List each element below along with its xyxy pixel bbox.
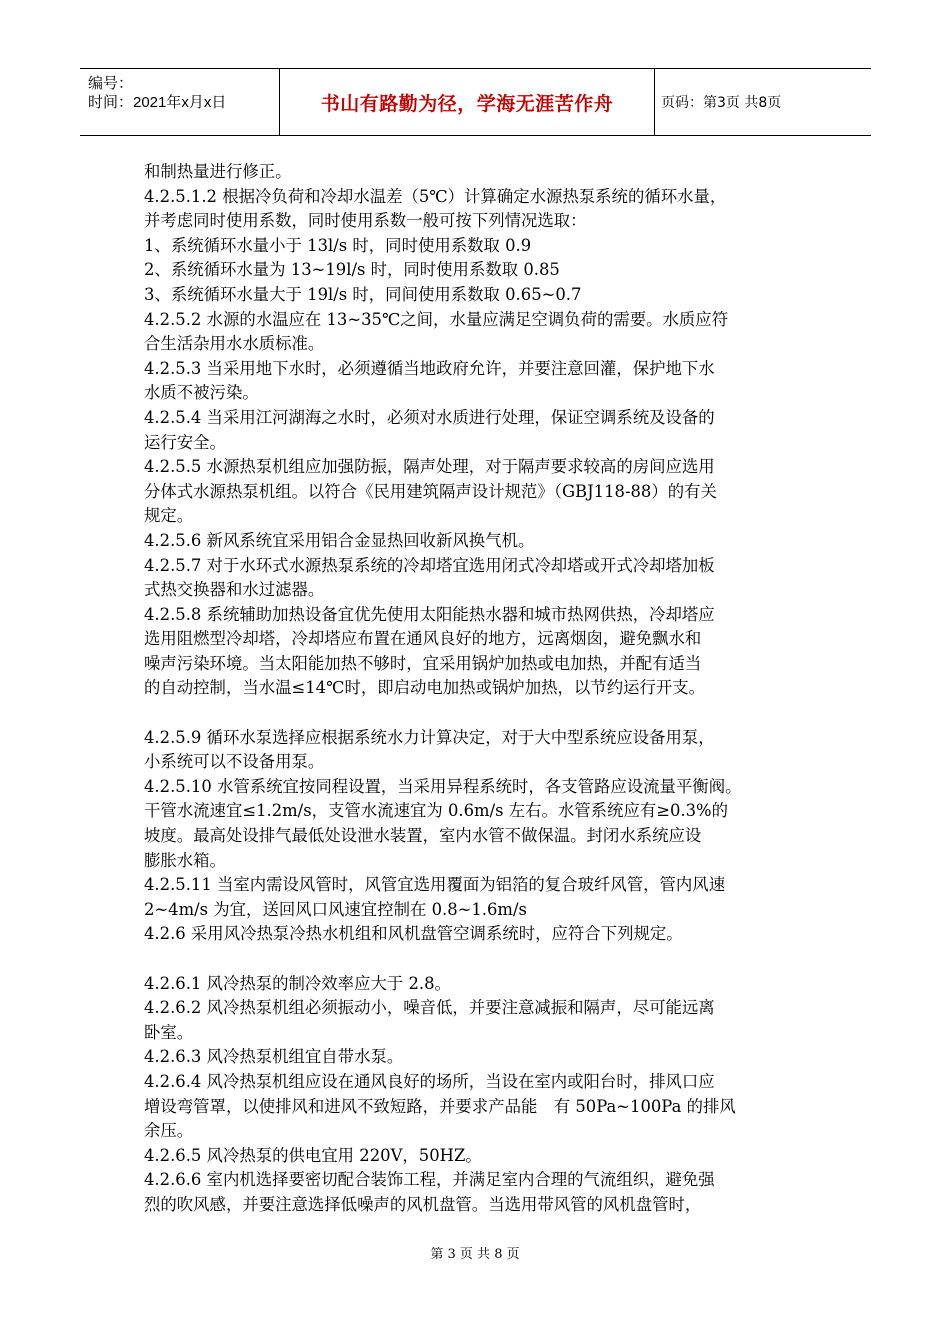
text-line: 4.2.6.1 风冷热泵的制冷效率应大于 2.8。 xyxy=(144,973,451,993)
text-line: 小系统可以不设备用泵。 xyxy=(144,752,325,772)
text-line: 4.2.5.11 当室内需设风管时，风管宜选用覆面为铝箔的复合玻纤风管，管内风速 xyxy=(144,875,726,895)
blank-line xyxy=(144,701,808,726)
text-line: 水质不被污染。 xyxy=(144,383,259,403)
text-line: 并考虑同时使用系数，同时使用系数一般可按下列情况选取： xyxy=(144,211,587,231)
text-line: 卧室。 xyxy=(144,1022,194,1042)
text-line: 4.2.5.9 循环水泵选择应根据系统水力计算决定，对于大中型系统应设备用泵， xyxy=(144,727,715,747)
text-line: 式热交换器和水过滤器。 xyxy=(144,580,325,600)
text-line: 膨胀水箱。 xyxy=(144,850,226,870)
text-line: 余压。 xyxy=(144,1121,194,1141)
document-date-label: 时间：2021年x月x日 xyxy=(88,94,227,111)
text-line: 4.2.5.3 当采用地下水时，必须遵循当地政府允许，并要注意回灌，保护地下水 xyxy=(144,358,715,378)
text-line: 干管水流速宜≤1.2m/s，支管水流速宜为 0.6m/s 左右。水管系统应有≥0.3%的 xyxy=(144,801,728,821)
text-line: 运行安全。 xyxy=(144,432,226,452)
text-line: 4.2.6.2 风冷热泵机组必须振动小，噪音低，并要注意减振和隔声，尽可能远离 xyxy=(144,998,715,1018)
text-line: 4.2.5.5 水源热泵机组应加强防振，隔声处理，对于隔声要求较高的房间应选用 xyxy=(144,457,715,477)
text-line: 规定。 xyxy=(144,506,194,526)
text-line: 4.2.6 采用风冷热泵冷热水机组和风机盘管空调系统时，应符合下列规定。 xyxy=(144,924,683,944)
text-line: 噪声污染环境。当太阳能加热不够时，宜采用锅炉加热或电加热，并配有适当 xyxy=(144,653,702,673)
text-line: 4.2.6.6 室内机选择要密切配合装饰工程，并满足室内合理的气流组织，避免强 xyxy=(144,1170,715,1190)
document-number-label: 编号： xyxy=(88,75,134,92)
text-line: 合生活杂用水水质标准。 xyxy=(144,334,325,354)
header-meta-cell xyxy=(80,69,280,135)
text-line: 增设弯管罩，以使排风和进风不致短路，并要求产品能 有 50Pa~100Pa 的排风 xyxy=(144,1096,736,1116)
page-header xyxy=(80,68,871,136)
page-footer: 第 3 页 共 8 页 xyxy=(430,1247,520,1262)
text-line: 1、系统循环水量小于 13l/s 时，同时使用系数取 0.9 xyxy=(144,235,532,255)
text-line: 的自动控制，当水温≤14℃时，即启动电加热或锅炉加热，以节约运行开支。 xyxy=(144,678,706,698)
text-line: 4.2.5.1.2 根据冷负荷和冷却水温差（5℃）计算确定水源热泵系统的循环水量， xyxy=(144,186,727,206)
text-line: 分体式水源热泵机组。以符合《民用建筑隔声设计规范》（GBJ118-88）的有关 xyxy=(144,481,717,501)
text-line: 4.2.6.3 风冷热泵机组宜自带水泵。 xyxy=(144,1047,404,1067)
text-line: 2~4m/s 为宜，送回风口风速宜控制在 0.8~1.6m/s xyxy=(144,899,527,919)
text-line: 4.2.5.2 水源的水温应在 13~35℃之间，水量应满足空调负荷的需要。水质应符 xyxy=(144,309,729,329)
text-line: 4.2.5.4 当采用江河湖海之水时，必须对水质进行处理，保证空调系统及设备的 xyxy=(144,407,715,427)
text-line: 3、系统循环水量大于 19l/s 时，同间使用系数取 0.65~0.7 xyxy=(144,284,582,304)
blank-line xyxy=(144,947,808,972)
text-line: 和制热量进行修正。 xyxy=(144,162,292,181)
header-motto-cell xyxy=(280,69,655,135)
header-page-number: 页码：第3页 共8页 xyxy=(661,95,782,111)
text-line: 4.2.5.7 对于水环式水源热泵系统的冷却塔宜选用闭式冷却塔或开式冷却塔加板 xyxy=(144,555,715,575)
text-line: 2、系统循环水量为 13~19l/s 时，同时使用系数取 0.85 xyxy=(144,260,560,280)
document-body xyxy=(144,160,808,1218)
text-line: 4.2.5.8 系统辅助加热设备宜优先使用太阳能热水器和城市热网供热，冷却塔应 xyxy=(144,604,715,624)
text-line: 烈的吹风感，并要注意选择低噪声的风机盘管。当选用带风管的风机盘管时， xyxy=(144,1194,702,1214)
text-line: 4.2.6.4 风冷热泵机组应设在通风良好的场所，当设在室内或阳台时，排风口应 xyxy=(144,1071,715,1091)
text-line: 选用阻燃型冷却塔，冷却塔应布置在通风良好的地方，远离烟囱，避免飘水和 xyxy=(144,629,702,649)
text-line: 4.2.5.10 水管系统宜按同程设置，当采用异程系统时，各支管路应设流量平衡阀。 xyxy=(144,776,742,796)
text-line: 4.2.6.5 风冷热泵的供电宜用 220V，50HZ。 xyxy=(144,1145,482,1165)
header-motto: 书山有路勤为径，学海无涯苦作舟 xyxy=(320,92,614,115)
text-line: 4.2.5.6 新风系统宜采用铝合金显热回收新风换气机。 xyxy=(144,530,535,550)
text-line: 坡度。最高处设排气最低处设泄水装置，室内水管不做保温。封闭水系统应设 xyxy=(144,826,702,846)
header-page-cell xyxy=(655,69,871,135)
